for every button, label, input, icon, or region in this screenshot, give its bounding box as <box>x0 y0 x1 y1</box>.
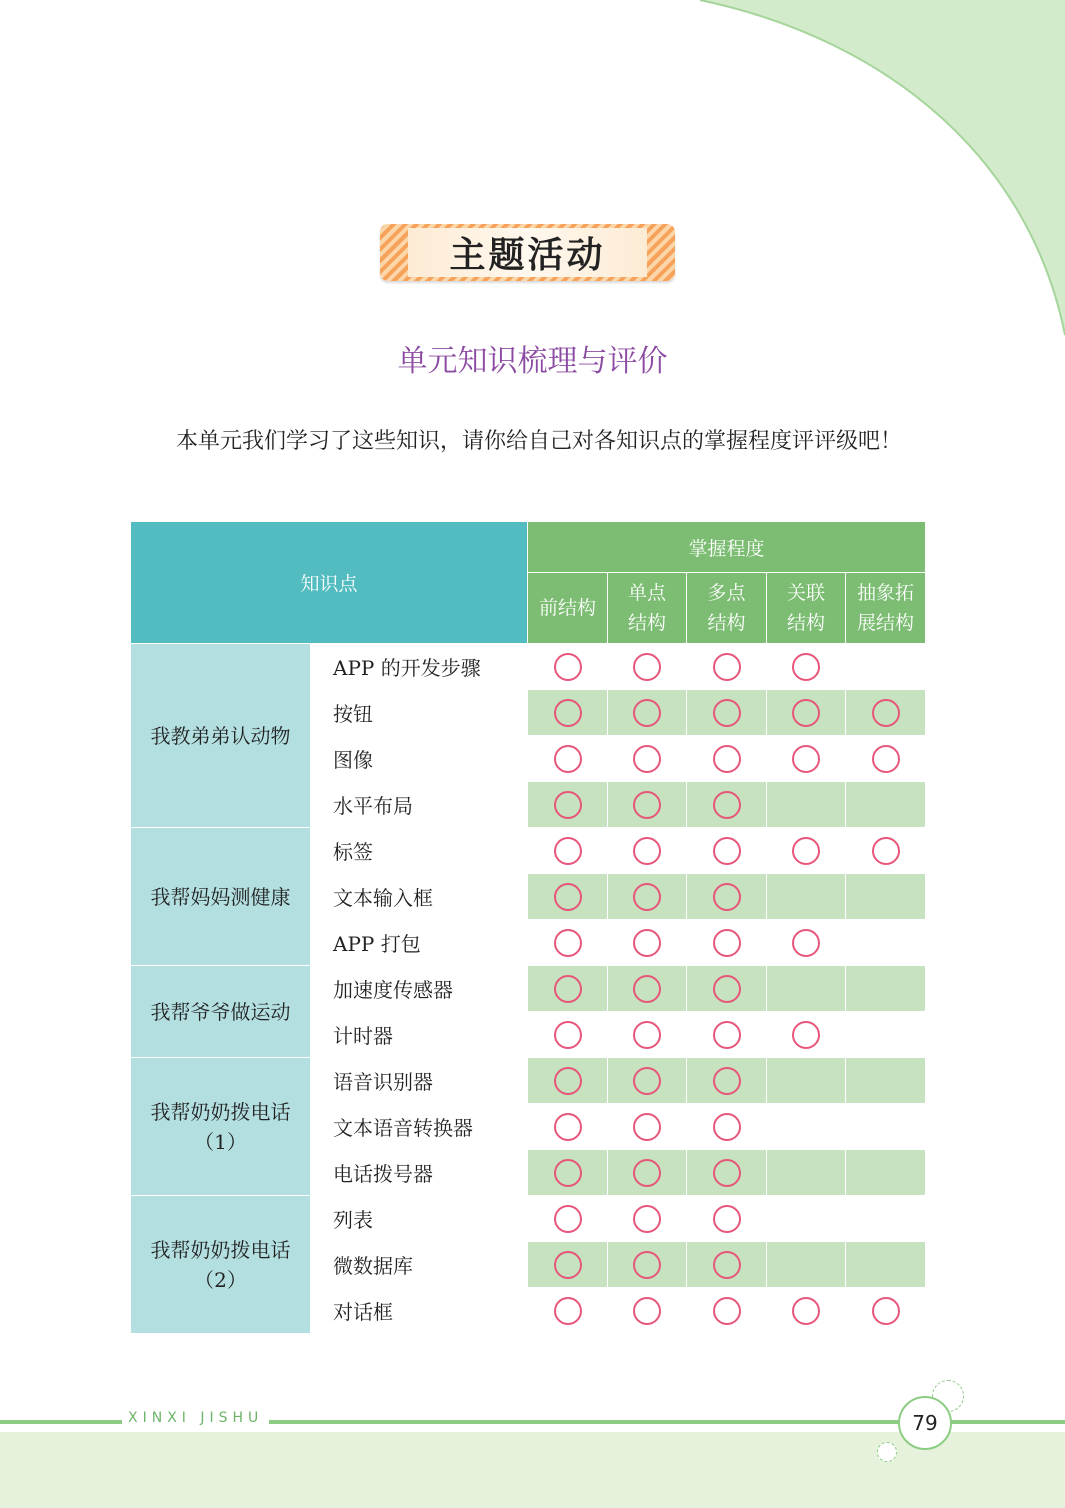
table-row <box>131 966 926 1012</box>
rating-cell <box>528 1012 608 1058</box>
level-header-line: 结构 <box>628 612 667 634</box>
unit-group-label <box>131 1058 311 1196</box>
knowledge-item: 语音识别器 <box>311 1058 528 1104</box>
unit-group-line: 我帮妈妈测健康 <box>150 884 291 909</box>
rating-cell <box>767 828 846 874</box>
rating-circle-icon[interactable] <box>713 883 741 911</box>
level-header-line: 关联 <box>787 582 826 604</box>
level-header-line: 结构 <box>787 612 826 634</box>
rating-circle-icon[interactable] <box>633 883 661 911</box>
rating-circle-icon[interactable] <box>554 1067 582 1095</box>
rating-cell <box>846 1058 926 1104</box>
unit-group-line: 我帮奶奶拨电话 <box>150 1237 291 1262</box>
knowledge-item: 电话拨号器 <box>311 1150 528 1196</box>
rating-cell <box>687 782 767 828</box>
rating-cell <box>687 736 767 782</box>
level-header-line: 单点 <box>628 582 667 604</box>
rating-cell <box>608 1150 687 1196</box>
rating-circle-icon[interactable] <box>713 791 741 819</box>
rating-cell <box>767 736 846 782</box>
rating-circle-icon[interactable] <box>713 653 741 681</box>
rating-circle-icon[interactable] <box>554 1297 582 1325</box>
rating-circle-icon[interactable] <box>633 653 661 681</box>
rating-circle-icon[interactable] <box>792 699 820 727</box>
rating-cell <box>687 966 767 1012</box>
rating-circle-icon[interactable] <box>633 975 661 1003</box>
rating-cell <box>608 736 687 782</box>
rating-circle-icon[interactable] <box>554 699 582 727</box>
level-header-line: 抽象拓 <box>857 582 915 604</box>
rating-cell <box>687 828 767 874</box>
unit-group-line: （1） <box>194 1129 247 1154</box>
level-header-4 <box>846 573 926 644</box>
rating-circle-icon[interactable] <box>554 1113 582 1141</box>
rating-cell <box>528 782 608 828</box>
rating-cell <box>846 828 926 874</box>
unit-group-label <box>131 644 311 828</box>
rating-circle-icon[interactable] <box>633 929 661 957</box>
rating-circle-icon[interactable] <box>713 975 741 1003</box>
rating-cell <box>608 920 687 966</box>
unit-group-line: （2） <box>194 1267 247 1292</box>
rating-cell <box>767 1150 846 1196</box>
rating-cell <box>687 1012 767 1058</box>
rating-cell <box>608 690 687 736</box>
rating-circle-icon[interactable] <box>872 1297 900 1325</box>
rating-cell <box>687 644 767 690</box>
rating-circle-icon[interactable] <box>554 1251 582 1279</box>
unit-group-line: 我教弟弟认动物 <box>150 723 291 748</box>
knowledge-item: 列表 <box>311 1196 528 1242</box>
rating-circle-icon[interactable] <box>633 1159 661 1187</box>
rating-circle-icon[interactable] <box>554 929 582 957</box>
level-header-0 <box>528 573 608 644</box>
knowledge-evaluation-table <box>130 521 926 1334</box>
table-row <box>131 644 926 690</box>
rating-cell <box>687 1104 767 1150</box>
footer-label: XINXI JISHU <box>122 1410 269 1426</box>
rating-cell <box>767 1104 846 1150</box>
level-header-line: 多点 <box>707 582 746 604</box>
knowledge-item: 加速度传感器 <box>311 966 528 1012</box>
rating-circle-icon[interactable] <box>633 1021 661 1049</box>
rating-circle-icon[interactable] <box>792 1297 820 1325</box>
rating-circle-icon[interactable] <box>713 837 741 865</box>
page-number: 79 <box>898 1396 952 1450</box>
rating-cell <box>687 920 767 966</box>
footer-band <box>0 1432 1065 1508</box>
rating-circle-icon[interactable] <box>713 1251 741 1279</box>
rating-circle-icon[interactable] <box>633 699 661 727</box>
rating-circle-icon[interactable] <box>713 1205 741 1233</box>
rating-circle-icon[interactable] <box>633 1251 661 1279</box>
rating-cell <box>846 690 926 736</box>
rating-cell <box>608 1104 687 1150</box>
rating-cell <box>608 966 687 1012</box>
rating-circle-icon[interactable] <box>713 745 741 773</box>
rating-circle-icon[interactable] <box>633 1113 661 1141</box>
knowledge-item: 按钮 <box>311 690 528 736</box>
rating-circle-icon[interactable] <box>792 929 820 957</box>
rating-circle-icon[interactable] <box>554 883 582 911</box>
rating-cell <box>767 1288 846 1334</box>
rating-circle-icon[interactable] <box>554 1205 582 1233</box>
rating-circle-icon[interactable] <box>713 1021 741 1049</box>
mastery-level-header: 掌握程度 <box>528 522 926 573</box>
rating-cell <box>687 1150 767 1196</box>
rating-cell <box>767 966 846 1012</box>
rating-cell <box>767 1012 846 1058</box>
rating-cell <box>767 644 846 690</box>
rating-cell <box>767 782 846 828</box>
rating-cell <box>608 1242 687 1288</box>
rating-circle-icon[interactable] <box>554 745 582 773</box>
unit-group-label <box>131 828 311 966</box>
rating-cell <box>528 690 608 736</box>
rating-cell <box>687 1196 767 1242</box>
rating-circle-icon[interactable] <box>554 653 582 681</box>
rating-cell <box>767 1196 846 1242</box>
rating-cell <box>608 644 687 690</box>
rating-circle-icon[interactable] <box>713 929 741 957</box>
rating-cell <box>528 1288 608 1334</box>
knowledge-point-header: 知识点 <box>131 522 528 644</box>
rating-cell <box>846 782 926 828</box>
rating-cell <box>608 1196 687 1242</box>
rating-circle-icon[interactable] <box>554 791 582 819</box>
rating-cell <box>767 874 846 920</box>
rating-cell <box>767 920 846 966</box>
knowledge-item: 文本语音转换器 <box>311 1104 528 1150</box>
rating-cell <box>528 920 608 966</box>
rating-cell <box>846 966 926 1012</box>
rating-circle-icon[interactable] <box>713 1067 741 1095</box>
rating-cell <box>767 1058 846 1104</box>
rating-circle-icon[interactable] <box>633 1067 661 1095</box>
level-header-line: 展结构 <box>857 612 915 634</box>
rating-circle-icon[interactable] <box>713 1297 741 1325</box>
rating-cell <box>608 1288 687 1334</box>
rating-circle-icon[interactable] <box>792 837 820 865</box>
rating-cell <box>528 644 608 690</box>
rating-circle-icon[interactable] <box>554 837 582 865</box>
banner-title: 主题活动 <box>408 228 647 277</box>
knowledge-item: 水平布局 <box>311 782 528 828</box>
rating-cell <box>528 966 608 1012</box>
rating-cell <box>846 874 926 920</box>
rating-cell <box>846 1104 926 1150</box>
rating-circle-icon[interactable] <box>633 1297 661 1325</box>
rating-cell <box>528 1150 608 1196</box>
rating-cell <box>528 1104 608 1150</box>
rating-cell <box>687 690 767 736</box>
rating-cell <box>687 1288 767 1334</box>
rating-cell <box>608 1012 687 1058</box>
rating-circle-icon[interactable] <box>872 745 900 773</box>
rating-cell <box>608 1058 687 1104</box>
table-row <box>131 1196 926 1242</box>
rating-cell <box>528 1242 608 1288</box>
rating-circle-icon[interactable] <box>554 1021 582 1049</box>
rating-cell <box>846 736 926 782</box>
rating-cell <box>687 1242 767 1288</box>
rating-cell <box>846 1012 926 1058</box>
rating-cell <box>687 1058 767 1104</box>
knowledge-item: APP 打包 <box>311 920 528 966</box>
rating-cell <box>846 1196 926 1242</box>
rating-circle-icon[interactable] <box>554 975 582 1003</box>
rating-circle-icon[interactable] <box>713 1113 741 1141</box>
rating-cell <box>528 828 608 874</box>
rating-cell <box>767 690 846 736</box>
rating-circle-icon[interactable] <box>792 653 820 681</box>
knowledge-item: 微数据库 <box>311 1242 528 1288</box>
table-row <box>131 828 926 874</box>
rating-cell <box>608 828 687 874</box>
rating-cell <box>608 874 687 920</box>
unit-group-label <box>131 966 311 1058</box>
table-row <box>131 1058 926 1104</box>
rating-circle-icon[interactable] <box>713 1159 741 1187</box>
rating-cell <box>528 1196 608 1242</box>
level-header-line: 结构 <box>707 612 746 634</box>
rating-circle-icon[interactable] <box>633 1205 661 1233</box>
rating-circle-icon[interactable] <box>872 837 900 865</box>
unit-group-line: 我帮爷爷做运动 <box>150 999 291 1024</box>
intro-paragraph: 本单元我们学习了这些知识，请你给自己对各知识点的掌握程度评评级吧！ <box>176 429 903 454</box>
knowledge-item: 标签 <box>311 828 528 874</box>
rating-circle-icon[interactable] <box>633 791 661 819</box>
rating-circle-icon[interactable] <box>792 1021 820 1049</box>
rating-cell <box>846 1242 926 1288</box>
level-header-3 <box>767 573 846 644</box>
knowledge-item: 对话框 <box>311 1288 528 1334</box>
rating-cell <box>767 1242 846 1288</box>
rating-cell <box>608 782 687 828</box>
rating-circle-icon[interactable] <box>633 745 661 773</box>
rating-cell <box>528 736 608 782</box>
topic-activity-banner <box>380 224 675 281</box>
decorative-bubble-small <box>877 1442 897 1462</box>
rating-cell <box>528 1058 608 1104</box>
rating-cell <box>846 1288 926 1334</box>
rating-cell <box>846 1150 926 1196</box>
knowledge-item: 图像 <box>311 736 528 782</box>
rating-circle-icon[interactable] <box>633 837 661 865</box>
rating-circle-icon[interactable] <box>792 745 820 773</box>
rating-cell <box>687 874 767 920</box>
unit-group-label <box>131 1196 311 1334</box>
rating-cell <box>846 920 926 966</box>
unit-group-line: 我帮奶奶拨电话 <box>150 1099 291 1124</box>
rating-circle-icon[interactable] <box>554 1159 582 1187</box>
rating-cell <box>528 874 608 920</box>
knowledge-item: 文本输入框 <box>311 874 528 920</box>
rating-circle-icon[interactable] <box>872 699 900 727</box>
level-header-line: 前结构 <box>539 597 597 619</box>
knowledge-item: APP 的开发步骤 <box>311 644 528 690</box>
rating-cell <box>846 644 926 690</box>
rating-circle-icon[interactable] <box>713 699 741 727</box>
level-header-2 <box>687 573 767 644</box>
level-header-1 <box>608 573 687 644</box>
section-subtitle: 单元知识梳理与评价 <box>397 344 668 379</box>
knowledge-item: 计时器 <box>311 1012 528 1058</box>
